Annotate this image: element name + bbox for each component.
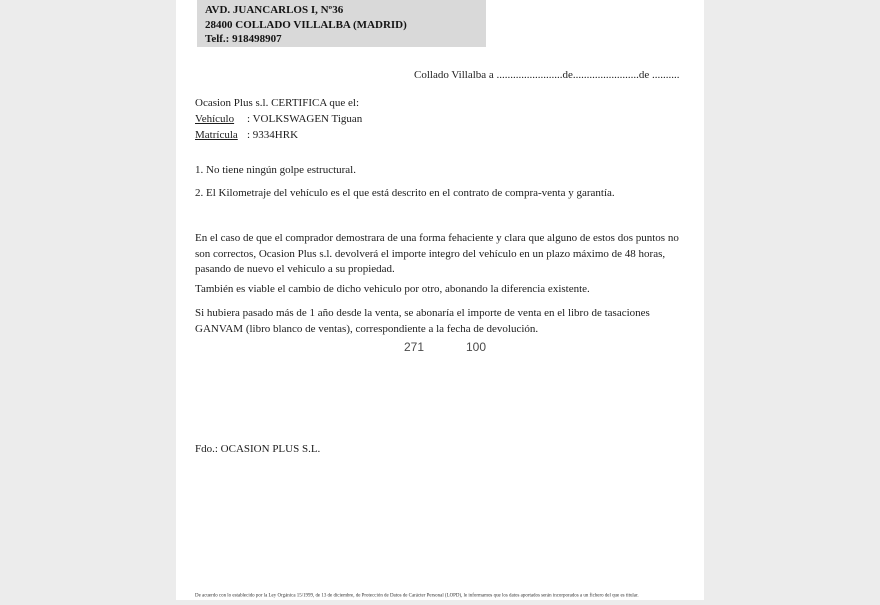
ganvam-paragraph-line-2: GANVAM (libro blanco de ventas), correspondiente a la fecha de devolución. — [195, 322, 539, 335]
signature-line: Fdo.: OCASION PLUS S.L. — [195, 443, 321, 455]
vehicle-row — [195, 113, 362, 125]
date-fill-in-line: Collado Villalba a ........................de........................de .......... — [414, 69, 680, 81]
plate-label: Matrícula — [195, 129, 238, 141]
clause-item-2: 2. El Kilometraje del vehículo es el que está descrito en el contrato de compra-venta y garantía. — [195, 187, 615, 199]
vehicle-label: Vehículo — [195, 113, 235, 125]
refund-paragraph — [195, 231, 679, 278]
letterhead-address-line: AVD. JUANCARLOS I, Nº36 — [205, 4, 344, 16]
letterhead-city-line: 28400 COLLADO VILLALBA (MADRID) — [205, 18, 407, 31]
refund-paragraph-line-3: pasando de nuevo el vehiculo a su propiedad. — [195, 263, 395, 275]
refund-paragraph-line-1: En el caso de que el comprador demostrara de una forma fehaciente y clara que alguno de estos dos puntos no — [195, 232, 679, 244]
ganvam-paragraph — [195, 306, 650, 337]
clause-item-1: 1. No tiene ningún golpe estructural. — [195, 164, 356, 176]
letterhead-block — [197, 0, 486, 47]
plate-row — [195, 129, 298, 141]
overlay-number-100: 100 — [466, 340, 487, 354]
legal-footer — [195, 587, 695, 599]
refund-paragraph-line-2: son correctos, Ocasion Plus s.l. devolverá el importe integro del vehículo en un plazo máximo de 48 horas, — [195, 247, 666, 260]
letterhead-phone-line: Telf.: 918498907 — [205, 33, 282, 45]
plate-value: : 9334HRK — [247, 129, 299, 141]
legal-footer-text: De acuerdo con lo establecido por la Ley Orgánica 15/1999, de 13 de diciembre, de Protección de Datos de Carácter Personal (LOPD), le informamos que los datos aportados serán incorporados a un fichero del que es titular. — [195, 592, 639, 598]
certify-intro: Ocasion Plus s.l. CERTIFICA que el: — [195, 97, 360, 109]
certificate-document — [176, 0, 704, 600]
overlay-number-271: 271 — [404, 340, 425, 354]
ganvam-paragraph-line-1: Si hubiera pasado más de 1 año desde la venta, se abonaría el importe de venta en el libro de tasaciones — [195, 307, 650, 319]
exchange-paragraph: También es viable el cambio de dicho vehiculo por otro, abonando la diferencia existente. — [195, 283, 590, 295]
vehicle-value: : VOLKSWAGEN Tiguan — [247, 113, 363, 125]
